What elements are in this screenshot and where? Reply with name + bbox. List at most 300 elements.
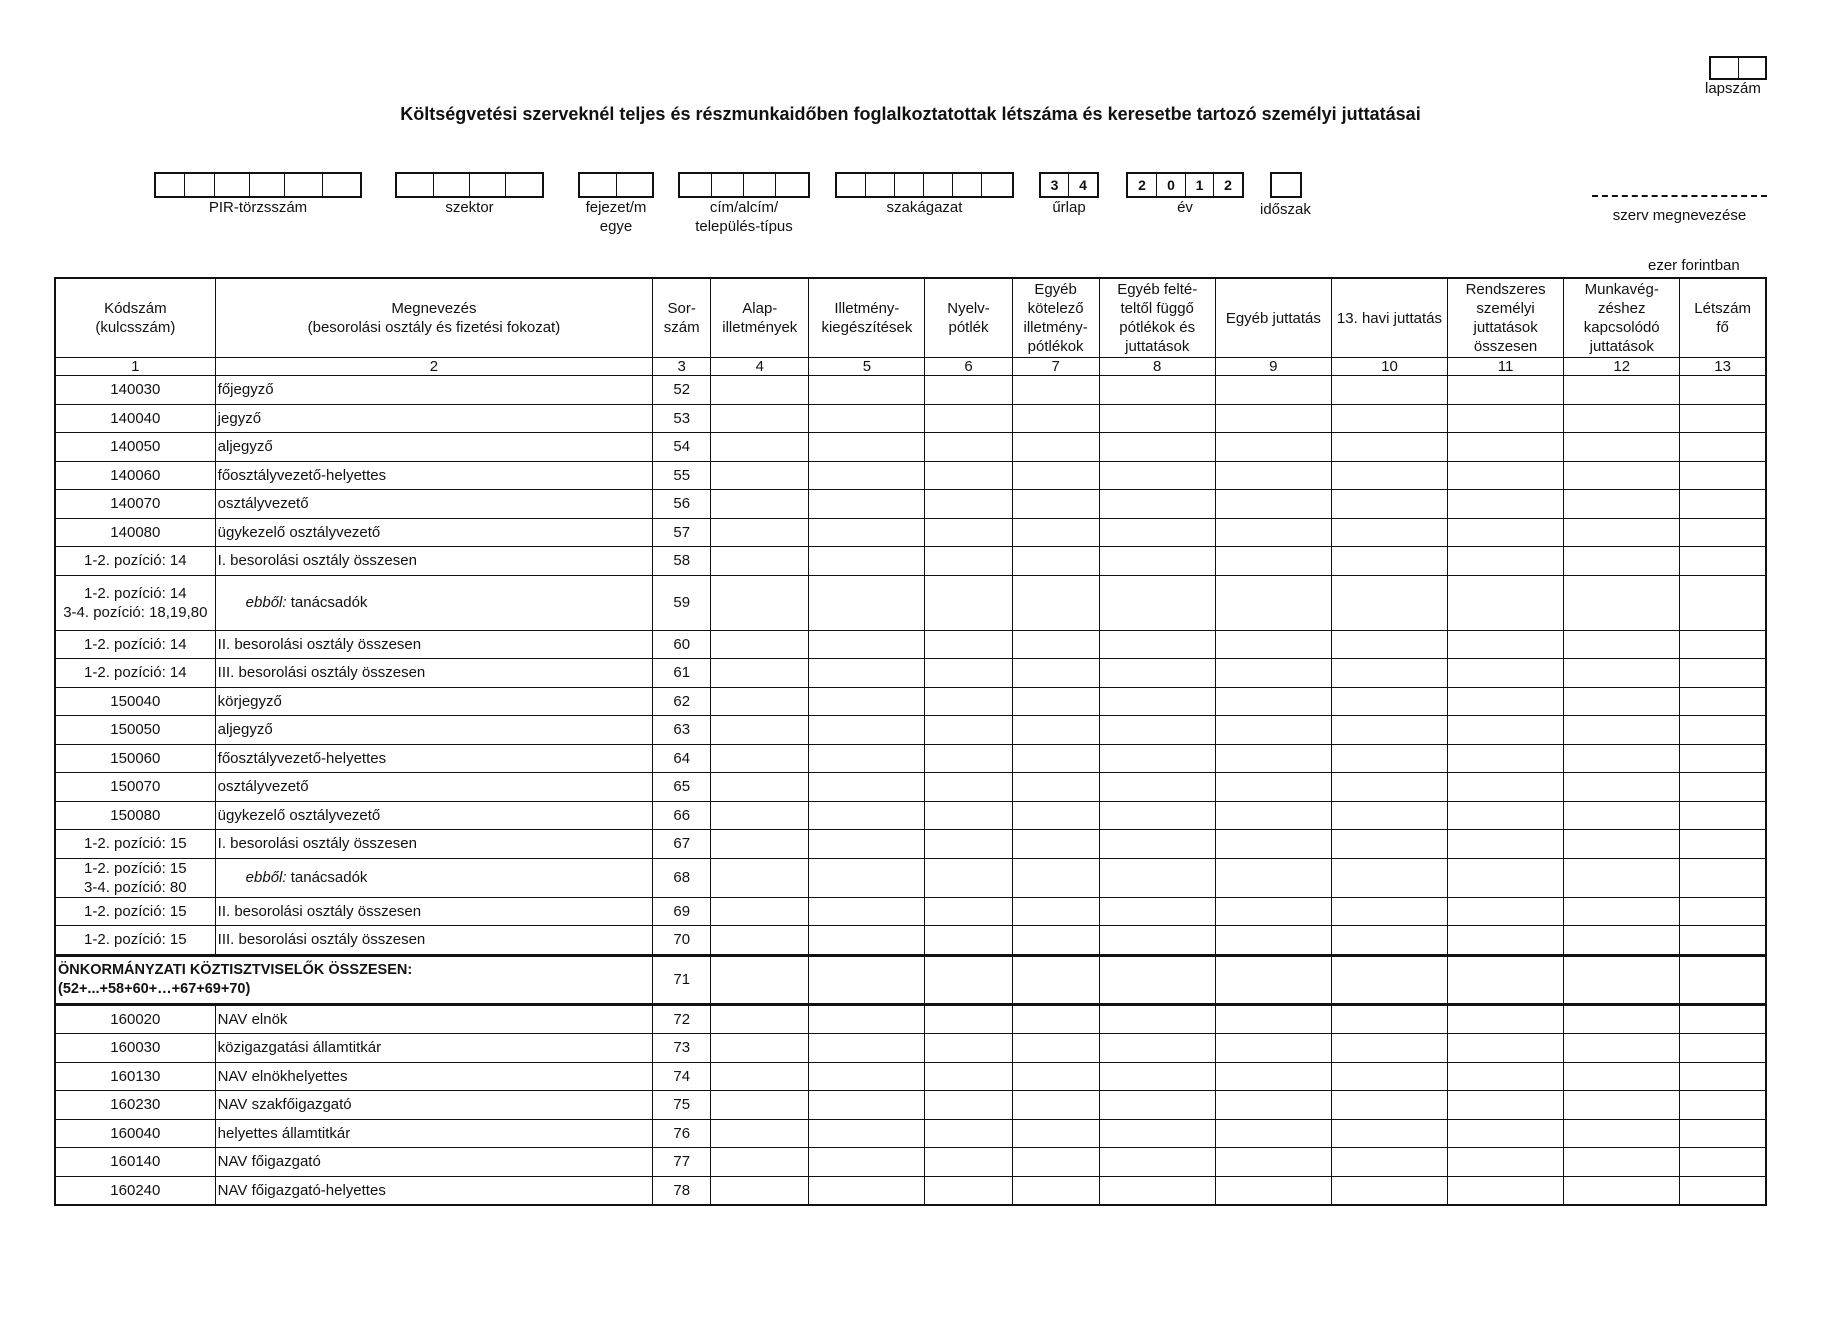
table-row [55,518,1766,547]
ev-field [1126,172,1244,217]
data-cell[interactable] [1680,955,1766,1004]
data-cell[interactable] [711,1119,809,1148]
data-cell[interactable] [1099,547,1215,576]
data-cell[interactable] [1012,926,1099,956]
data-cell[interactable] [925,518,1012,547]
data-cell[interactable] [809,955,925,1004]
data-cell[interactable] [1215,926,1331,956]
data-cell[interactable] [809,773,925,802]
data-cell[interactable] [1448,547,1564,576]
data-cell[interactable] [1331,376,1447,405]
data-cell[interactable] [711,1148,809,1177]
data-cell[interactable] [1680,744,1766,773]
data-cell[interactable] [1680,1034,1766,1063]
row-name: ügykezelő osztályvezető [215,801,653,830]
data-cell[interactable] [809,547,925,576]
data-cell[interactable] [1680,801,1766,830]
data-cell[interactable] [1564,716,1680,745]
data-cell[interactable] [711,716,809,745]
data-cell[interactable] [1215,1148,1331,1177]
row-sorszam: 56 [653,490,711,519]
data-cell[interactable] [1215,433,1331,462]
data-cell[interactable] [925,1034,1012,1063]
data-cell[interactable] [1564,773,1680,802]
data-cell[interactable] [1099,433,1215,462]
data-cell[interactable] [809,404,925,433]
data-cell[interactable] [809,1004,925,1034]
data-cell[interactable] [1215,404,1331,433]
lapszam-box[interactable] [1709,56,1767,80]
data-cell[interactable] [1012,955,1099,1004]
data-cell[interactable] [711,575,809,630]
row-name: NAV elnökhelyettes [215,1062,653,1091]
data-cell[interactable] [925,490,1012,519]
data-cell[interactable] [1331,955,1447,1004]
data-cell[interactable] [1215,744,1331,773]
data-cell[interactable] [1448,659,1564,688]
data-cell[interactable] [1331,687,1447,716]
data-cell[interactable] [925,830,1012,859]
data-cell[interactable] [1448,1119,1564,1148]
data-cell[interactable] [809,926,925,956]
row-sorszam: 57 [653,518,711,547]
data-cell[interactable] [1680,575,1766,630]
data-cell[interactable] [1215,858,1331,897]
data-cell[interactable] [1012,1148,1099,1177]
data-cell[interactable] [925,897,1012,926]
data-cell[interactable] [1215,1004,1331,1034]
data-cell[interactable] [809,1034,925,1063]
data-cell[interactable] [925,433,1012,462]
row-name: ebből: tanácsadók [215,858,653,897]
table-row [55,1119,1766,1148]
data-cell[interactable] [1680,1091,1766,1120]
data-cell[interactable] [1099,1091,1215,1120]
data-cell[interactable] [925,461,1012,490]
data-cell[interactable] [711,1004,809,1034]
data-cell[interactable] [1012,1034,1099,1063]
data-cell[interactable] [1680,897,1766,926]
idoszak-field[interactable] [1270,172,1302,198]
data-cell[interactable] [1099,518,1215,547]
data-cell[interactable] [1012,1004,1099,1034]
data-cell[interactable] [1564,897,1680,926]
data-cell[interactable] [1680,659,1766,688]
data-cell[interactable] [1012,897,1099,926]
data-cell[interactable] [1099,1062,1215,1091]
data-cell[interactable] [1331,490,1447,519]
data-cell[interactable] [1331,858,1447,897]
data-cell[interactable] [1012,376,1099,405]
data-cell[interactable] [1215,490,1331,519]
data-cell[interactable] [1448,955,1564,1004]
data-cell[interactable] [1215,518,1331,547]
data-cell[interactable] [1331,1148,1447,1177]
data-cell[interactable] [1331,1004,1447,1034]
header-munkavegzes: Munkavég- zéshez kapcsolódó juttatások [1564,278,1680,358]
data-cell[interactable] [1012,575,1099,630]
data-cell[interactable] [1099,716,1215,745]
data-cell[interactable] [1564,687,1680,716]
data-cell[interactable] [1331,897,1447,926]
data-cell[interactable] [1448,716,1564,745]
data-cell[interactable] [1448,801,1564,830]
data-cell[interactable] [711,830,809,859]
data-cell[interactable] [1012,630,1099,659]
data-cell[interactable] [925,659,1012,688]
column-number: 5 [809,358,925,376]
data-cell[interactable] [1099,659,1215,688]
data-cell[interactable] [1448,858,1564,897]
data-cell[interactable] [1448,575,1564,630]
data-cell[interactable] [1215,830,1331,859]
data-cell[interactable] [1012,1176,1099,1205]
data-cell[interactable] [1099,1176,1215,1205]
data-cell[interactable] [1564,801,1680,830]
data-cell[interactable] [925,926,1012,956]
data-cell[interactable] [1012,518,1099,547]
data-cell[interactable] [1564,1119,1680,1148]
data-cell[interactable] [1012,659,1099,688]
data-cell[interactable] [711,461,809,490]
data-cell[interactable] [1331,1176,1447,1205]
data-cell[interactable] [1448,1091,1564,1120]
data-cell[interactable] [1680,404,1766,433]
data-cell[interactable] [1680,376,1766,405]
data-cell[interactable] [809,575,925,630]
data-cell[interactable] [1099,897,1215,926]
data-cell[interactable] [809,801,925,830]
data-cell[interactable] [1215,773,1331,802]
data-cell[interactable] [925,858,1012,897]
data-cell[interactable] [1099,830,1215,859]
data-cell[interactable] [1331,1119,1447,1148]
data-cell[interactable] [1564,858,1680,897]
data-cell[interactable] [925,716,1012,745]
data-cell[interactable] [1215,461,1331,490]
data-cell[interactable] [1012,830,1099,859]
table-row [55,547,1766,576]
data-cell[interactable] [925,547,1012,576]
pir-field[interactable] [154,172,362,217]
data-cell[interactable] [1564,1004,1680,1034]
data-cell[interactable] [1331,461,1447,490]
data-cell[interactable] [1099,955,1215,1004]
data-cell[interactable] [711,897,809,926]
data-cell[interactable] [1012,716,1099,745]
data-cell[interactable] [711,518,809,547]
row-code: 1-2. pozíció: 15 [55,830,215,859]
data-cell[interactable] [1099,926,1215,956]
data-cell[interactable] [1331,716,1447,745]
data-cell[interactable] [809,376,925,405]
data-cell[interactable] [925,1176,1012,1205]
data-cell[interactable] [1564,1062,1680,1091]
data-cell[interactable] [711,1176,809,1205]
data-cell[interactable] [1215,1034,1331,1063]
data-cell[interactable] [1331,1062,1447,1091]
data-cell[interactable] [1215,659,1331,688]
data-cell[interactable] [1012,461,1099,490]
data-cell[interactable] [1331,1091,1447,1120]
data-cell[interactable] [1215,630,1331,659]
row-name: főosztályvezető-helyettes [215,744,653,773]
data-cell[interactable] [1680,630,1766,659]
table-row [55,404,1766,433]
data-cell[interactable] [1564,1034,1680,1063]
data-cell[interactable] [1564,547,1680,576]
data-cell[interactable] [1448,490,1564,519]
data-cell[interactable] [711,547,809,576]
data-cell[interactable] [1564,630,1680,659]
data-cell[interactable] [1448,1034,1564,1063]
data-cell[interactable] [1012,687,1099,716]
data-cell[interactable] [925,404,1012,433]
data-cell[interactable] [1448,518,1564,547]
data-cell[interactable] [1680,858,1766,897]
data-cell[interactable] [1448,830,1564,859]
data-cell[interactable] [925,955,1012,1004]
data-cell[interactable] [1680,490,1766,519]
data-cell[interactable] [925,1091,1012,1120]
data-cell[interactable] [711,926,809,956]
row-sorszam: 65 [653,773,711,802]
row-sorszam: 64 [653,744,711,773]
data-cell[interactable] [809,461,925,490]
data-cell[interactable] [1215,716,1331,745]
data-cell[interactable] [925,773,1012,802]
data-cell[interactable] [1448,926,1564,956]
row-name: közigazgatási államtitkár [215,1034,653,1063]
data-cell[interactable] [1215,547,1331,576]
data-cell[interactable] [1680,1176,1766,1205]
data-cell[interactable] [1448,1176,1564,1205]
data-cell[interactable] [809,716,925,745]
data-cell[interactable] [809,518,925,547]
data-cell[interactable] [1215,801,1331,830]
data-cell[interactable] [1448,1062,1564,1091]
data-cell[interactable] [925,744,1012,773]
data-cell[interactable] [809,433,925,462]
data-cell[interactable] [1012,547,1099,576]
data-cell[interactable] [1331,404,1447,433]
data-cell[interactable] [809,1119,925,1148]
data-cell[interactable] [1564,1148,1680,1177]
data-cell[interactable] [1680,687,1766,716]
data-cell[interactable] [1012,490,1099,519]
data-cell[interactable] [1680,547,1766,576]
data-cell[interactable] [1215,955,1331,1004]
data-cell[interactable] [809,490,925,519]
data-cell[interactable] [809,830,925,859]
data-cell[interactable] [1448,773,1564,802]
data-cell[interactable] [1012,433,1099,462]
data-cell[interactable] [809,687,925,716]
data-cell[interactable] [1099,630,1215,659]
data-cell[interactable] [1564,830,1680,859]
data-cell[interactable] [1099,461,1215,490]
data-cell[interactable] [1564,1091,1680,1120]
data-cell[interactable] [1331,773,1447,802]
szerv-line[interactable] [1592,195,1767,197]
data-cell[interactable] [1012,744,1099,773]
data-cell[interactable] [1099,744,1215,773]
data-cell[interactable] [1564,659,1680,688]
data-cell[interactable] [1448,376,1564,405]
data-cell[interactable] [1564,433,1680,462]
data-cell[interactable] [1448,433,1564,462]
data-cell[interactable] [1012,1091,1099,1120]
data-cell[interactable] [925,630,1012,659]
cim-field[interactable] [678,172,810,236]
data-cell[interactable] [809,1176,925,1205]
data-cell[interactable] [1564,461,1680,490]
data-cell[interactable] [1448,461,1564,490]
data-cell[interactable] [1331,630,1447,659]
data-cell[interactable] [711,801,809,830]
data-cell[interactable] [1680,716,1766,745]
data-cell[interactable] [925,687,1012,716]
data-cell[interactable] [1680,1148,1766,1177]
data-cell[interactable] [711,404,809,433]
data-cell[interactable] [925,801,1012,830]
data-cell[interactable] [711,773,809,802]
data-cell[interactable] [1215,1091,1331,1120]
szakag-field[interactable] [835,172,1014,217]
data-cell[interactable] [1564,490,1680,519]
data-cell[interactable] [1099,801,1215,830]
data-cell[interactable] [1012,773,1099,802]
data-cell[interactable] [1564,744,1680,773]
data-cell[interactable] [1564,955,1680,1004]
data-cell[interactable] [1564,404,1680,433]
data-cell[interactable] [711,858,809,897]
data-cell[interactable] [1099,1119,1215,1148]
data-cell[interactable] [711,955,809,1004]
data-cell[interactable] [809,659,925,688]
data-cell[interactable] [1099,575,1215,630]
data-cell[interactable] [925,1004,1012,1034]
data-cell[interactable] [1012,858,1099,897]
data-cell[interactable] [809,1148,925,1177]
data-cell[interactable] [711,1091,809,1120]
data-cell[interactable] [1564,575,1680,630]
szerv-label: szerv megnevezése [1612,207,1747,224]
data-cell[interactable] [1331,659,1447,688]
data-cell[interactable] [1564,1176,1680,1205]
data-cell[interactable] [1099,490,1215,519]
data-cell[interactable] [1331,433,1447,462]
data-cell[interactable] [1331,830,1447,859]
data-cell[interactable] [1215,1176,1331,1205]
data-cell[interactable] [1012,404,1099,433]
data-cell[interactable] [809,897,925,926]
data-cell[interactable] [1331,518,1447,547]
data-cell[interactable] [1448,744,1564,773]
data-cell[interactable] [1680,1119,1766,1148]
data-cell[interactable] [711,376,809,405]
data-cell[interactable] [1564,376,1680,405]
data-cell[interactable] [1680,1062,1766,1091]
data-cell[interactable] [1099,1034,1215,1063]
data-cell[interactable] [1680,926,1766,956]
data-cell[interactable] [1099,1148,1215,1177]
data-cell[interactable] [809,1091,925,1120]
data-cell[interactable] [1099,773,1215,802]
data-cell[interactable] [1331,744,1447,773]
data-cell[interactable] [1331,926,1447,956]
data-cell[interactable] [711,490,809,519]
row-code: 1-2. pozíció: 14 [55,630,215,659]
data-cell[interactable] [711,1034,809,1063]
data-cell[interactable] [1215,687,1331,716]
row-code: 140080 [55,518,215,547]
data-cell[interactable] [1564,518,1680,547]
fejezet-field[interactable] [578,172,654,236]
data-cell[interactable] [1680,433,1766,462]
data-cell[interactable] [1680,830,1766,859]
data-cell[interactable] [925,1062,1012,1091]
data-cell[interactable] [711,687,809,716]
data-cell[interactable] [1448,404,1564,433]
data-cell[interactable] [1331,575,1447,630]
data-cell[interactable] [1099,404,1215,433]
data-cell[interactable] [1012,1062,1099,1091]
data-cell[interactable] [1099,687,1215,716]
data-cell[interactable] [925,1119,1012,1148]
data-cell[interactable] [809,1062,925,1091]
data-cell[interactable] [1680,1004,1766,1034]
data-cell[interactable] [711,659,809,688]
data-cell[interactable] [1564,926,1680,956]
data-cell[interactable] [711,433,809,462]
data-cell[interactable] [1448,687,1564,716]
data-cell[interactable] [1331,801,1447,830]
data-cell[interactable] [1099,858,1215,897]
data-cell[interactable] [1012,1119,1099,1148]
data-cell[interactable] [711,1062,809,1091]
data-cell[interactable] [1215,376,1331,405]
data-cell[interactable] [1448,1004,1564,1034]
szektor-field[interactable] [395,172,544,217]
data-cell[interactable] [1215,575,1331,630]
row-sorszam: 75 [653,1091,711,1120]
data-cell[interactable] [1215,897,1331,926]
data-cell[interactable] [1680,461,1766,490]
data-cell[interactable] [809,858,925,897]
data-cell[interactable] [1680,773,1766,802]
data-cell[interactable] [1099,376,1215,405]
data-cell[interactable] [1215,1119,1331,1148]
data-cell[interactable] [711,744,809,773]
data-cell[interactable] [925,376,1012,405]
data-cell[interactable] [925,575,1012,630]
data-cell[interactable] [711,630,809,659]
data-cell[interactable] [809,744,925,773]
data-cell[interactable] [1215,1062,1331,1091]
data-cell[interactable] [1012,801,1099,830]
data-cell[interactable] [1099,1004,1215,1034]
data-cell[interactable] [809,630,925,659]
data-cell[interactable] [1448,897,1564,926]
row-code: 160030 [55,1034,215,1063]
data-cell[interactable] [1331,1034,1447,1063]
data-cell[interactable] [1448,630,1564,659]
data-cell[interactable] [1680,518,1766,547]
data-cell[interactable] [1331,547,1447,576]
data-cell[interactable] [925,1148,1012,1177]
data-cell[interactable] [1448,1148,1564,1177]
